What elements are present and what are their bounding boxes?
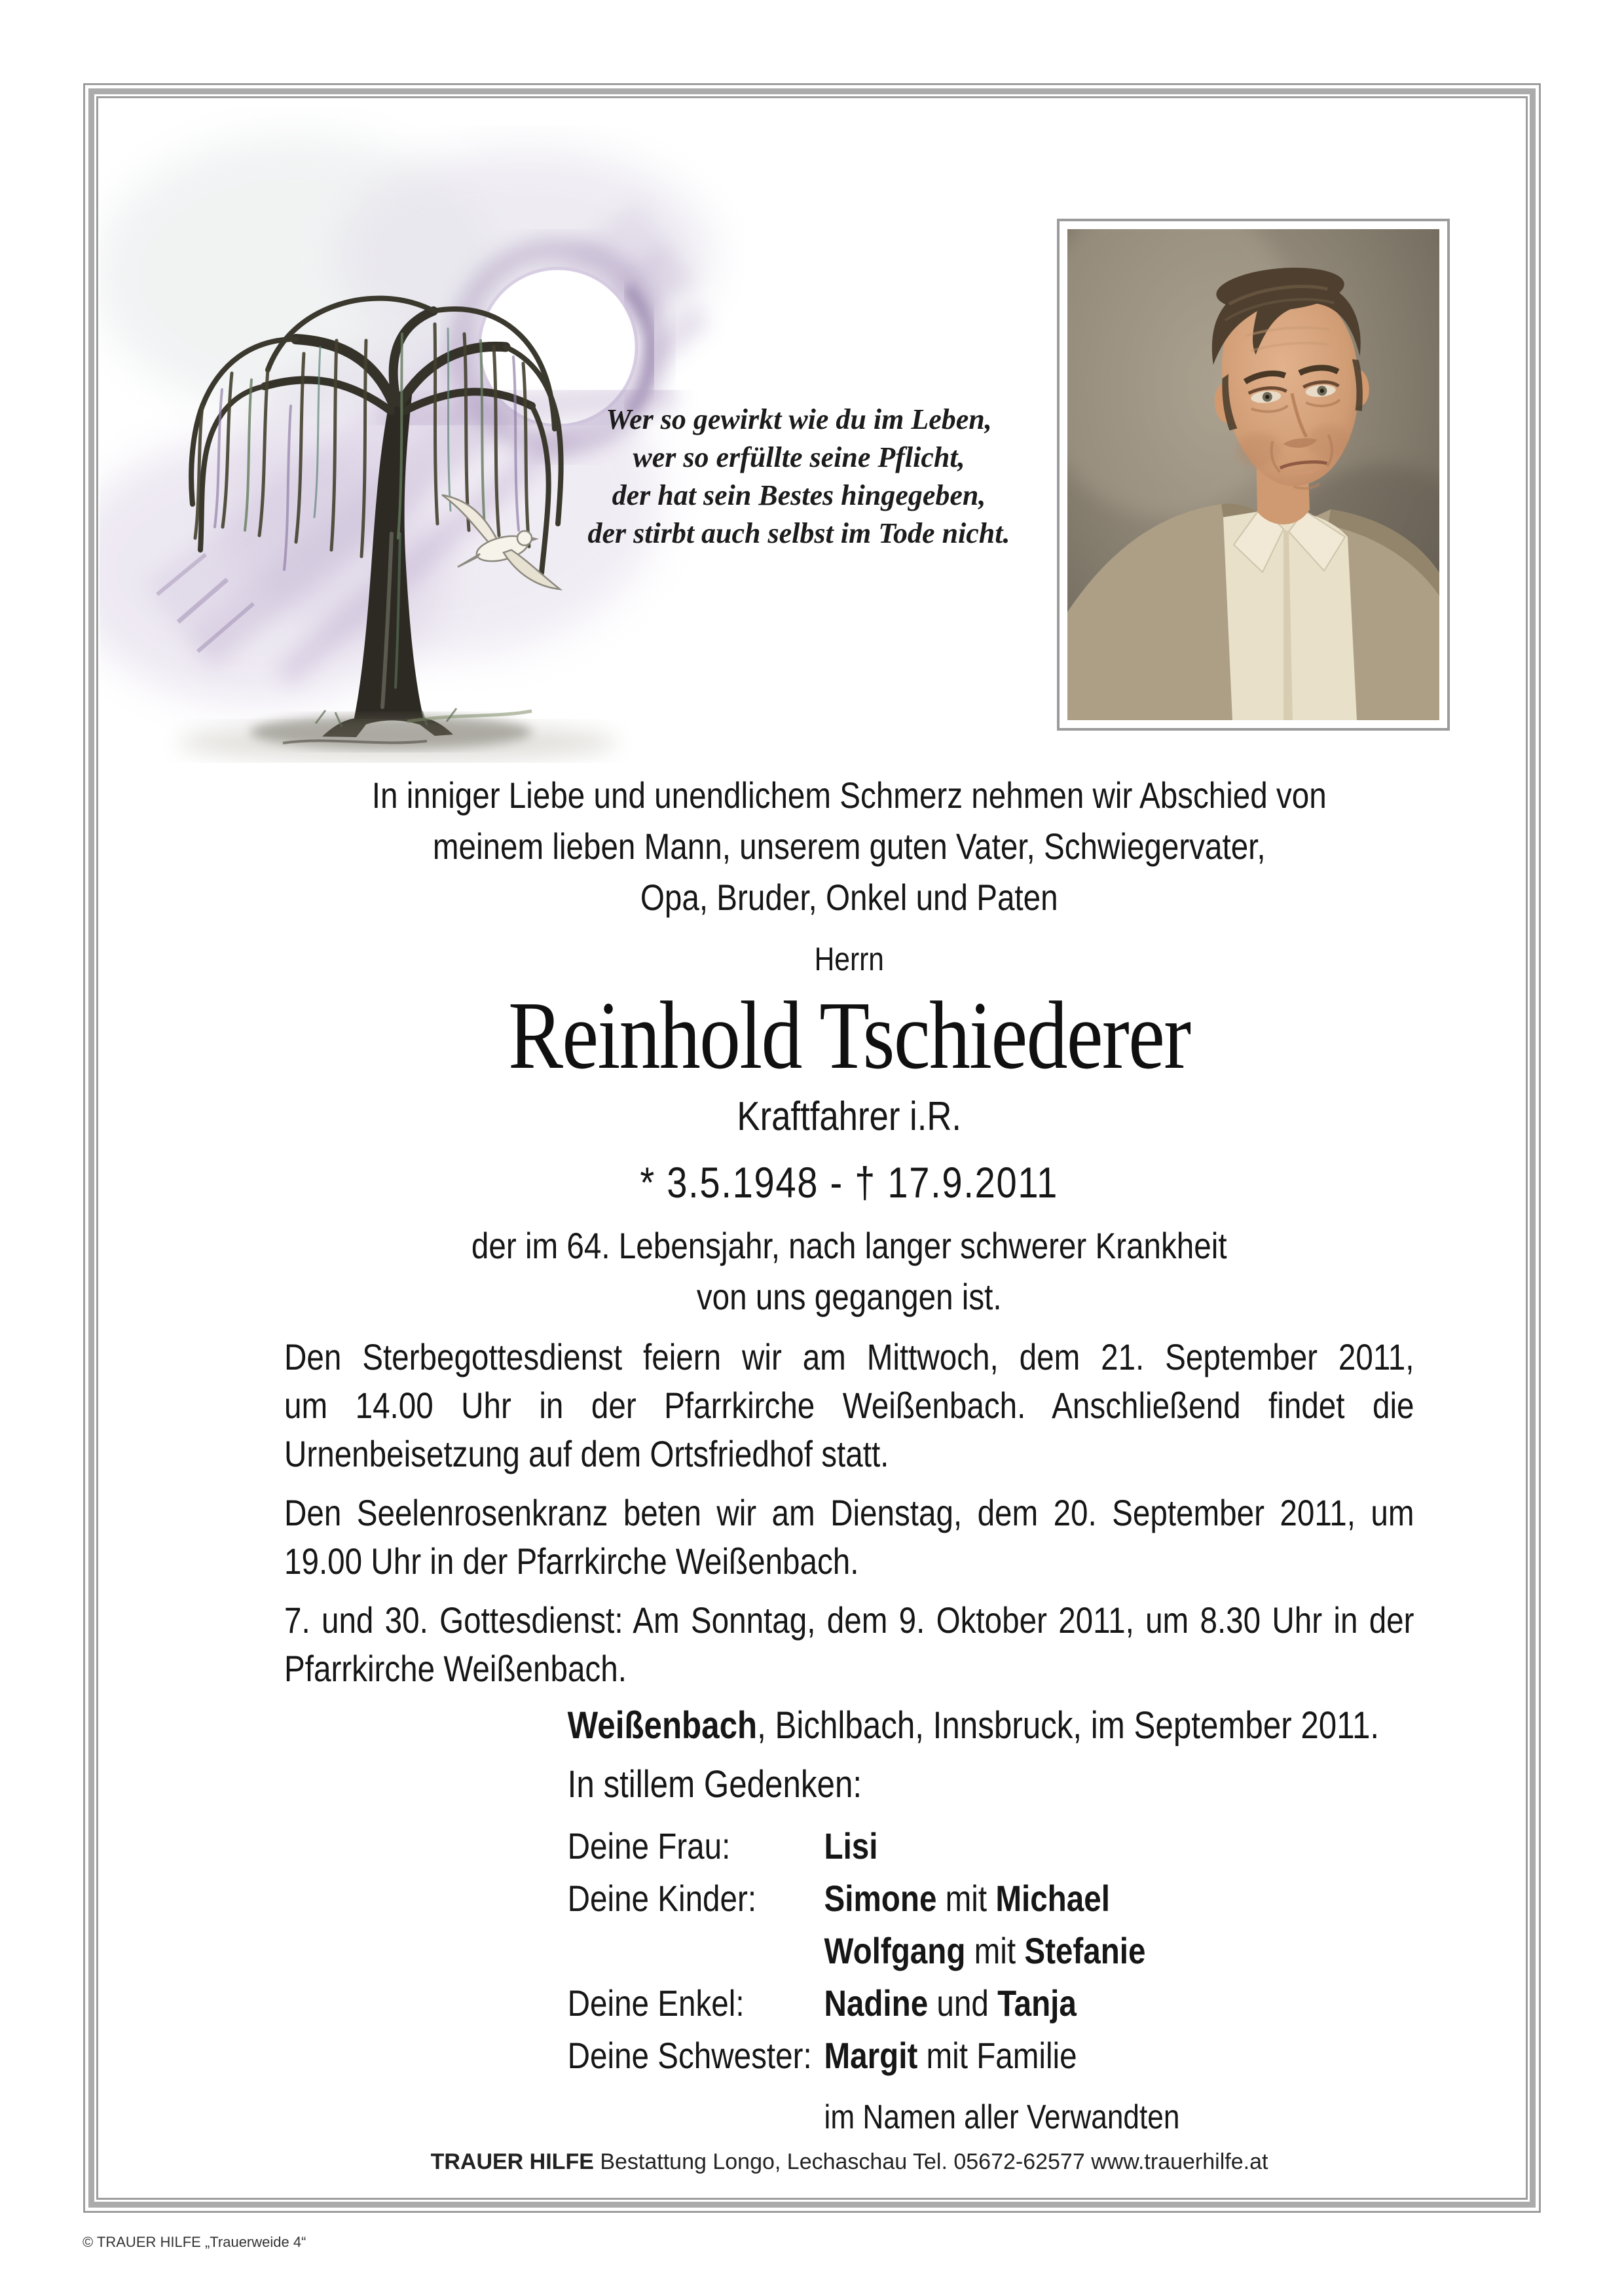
family-label: Deine Frau: [567,1825,731,1867]
family-sep: mit [936,1878,996,1919]
intro-line: meinem lieben Mann, unserem guten Vater, Schwiegervater, [432,826,1266,867]
copyright-note: © TRAUER HILFE „Trauerweide 4“ [83,2234,306,2250]
family-name: Stefanie [1024,1930,1146,1971]
paragraph-line: Urnenbeisetzung auf dem Ortsfriedhof statt. [284,1433,889,1474]
poem-line: wer so erfüllte seine Pflicht, [633,441,965,473]
poem-line: der stirbt auch selbst im Tode nicht. [587,517,1010,549]
birth-death-dates: * 3.5.1948 - † 17.9.2011 [640,1158,1059,1207]
city-name: Weißenbach [567,1704,758,1747]
city-rest: , Bichlbach, Innsbruck, im September 2011. [757,1704,1380,1747]
family-name: Michael [995,1878,1110,1919]
paragraph-line: 19.00 Uhr in der Pfarrkirche Weißenbach. [284,1540,859,1582]
family-name: Tanja [997,1982,1077,2024]
deceased-profession: Kraftfahrer i.R. [737,1094,962,1139]
family-label: Deine Enkel: [567,1982,745,2024]
im-namen-line: im Namen aller Verwandten [824,2098,1180,2136]
family-name: Simone [824,1878,937,1919]
paragraph-line: 7. und 30. Gottesdienst: Am Sonntag, dem 9. Oktober 2011, um 8.30 Uhr in der [284,1599,1414,1641]
family-name: Lisi [824,1825,878,1867]
paragraph-line: um 14.00 Uhr in der Pfarrkirche Weißenbach. Anschließend findet die [284,1385,1414,1426]
family-sep: und [928,1982,998,2024]
ornamental-frame-mid [88,88,1536,2208]
gedenken-line: In stillem Gedenken: [567,1763,862,1806]
ornamental-frame [83,83,1541,2213]
salutation: Herrn [814,941,884,977]
poem-line: der hat sein Bestes hingegeben, [612,479,986,511]
family-label: Deine Schwester: [567,2035,812,2076]
ornamental-frame-inner [96,96,1528,2200]
family-sep: mit [965,1930,1025,1971]
family-name: Wolfgang [824,1930,966,1971]
family-sep: mit Familie [917,2035,1077,2076]
passing-line: von uns gegangen ist. [696,1276,1002,1317]
family-label: Deine Kinder: [567,1878,757,1919]
paragraph-line: Den Seelenrosenkranz beten wir am Dienstag, dem 20. September 2011, um [284,1492,1414,1533]
funeral-home-brand: TRAUER HILFE [430,2149,594,2174]
paragraph-line: Pfarrkirche Weißenbach. [284,1648,627,1689]
funeral-home-info: Bestattung Longo, Lechaschau Tel. 05672-62577 www.trauerhilfe.at [593,2149,1268,2174]
family-name: Nadine [824,1982,929,2024]
family-name: Margit [824,2035,918,2076]
paragraph-line: Den Sterbegottesdienst feiern wir am Mittwoch, dem 21. September 2011, [284,1336,1414,1377]
poem-line: Wer so gewirkt wie du im Leben, [606,403,992,435]
deceased-name: Reinhold Tschiederer [508,982,1190,1089]
intro-line: In inniger Liebe und unendlichem Schmerz nehmen wir Abschied von [371,774,1327,816]
passing-line: der im 64. Lebensjahr, nach langer schwerer Krankheit [471,1225,1227,1266]
intro-line: Opa, Bruder, Onkel und Paten [640,877,1058,918]
